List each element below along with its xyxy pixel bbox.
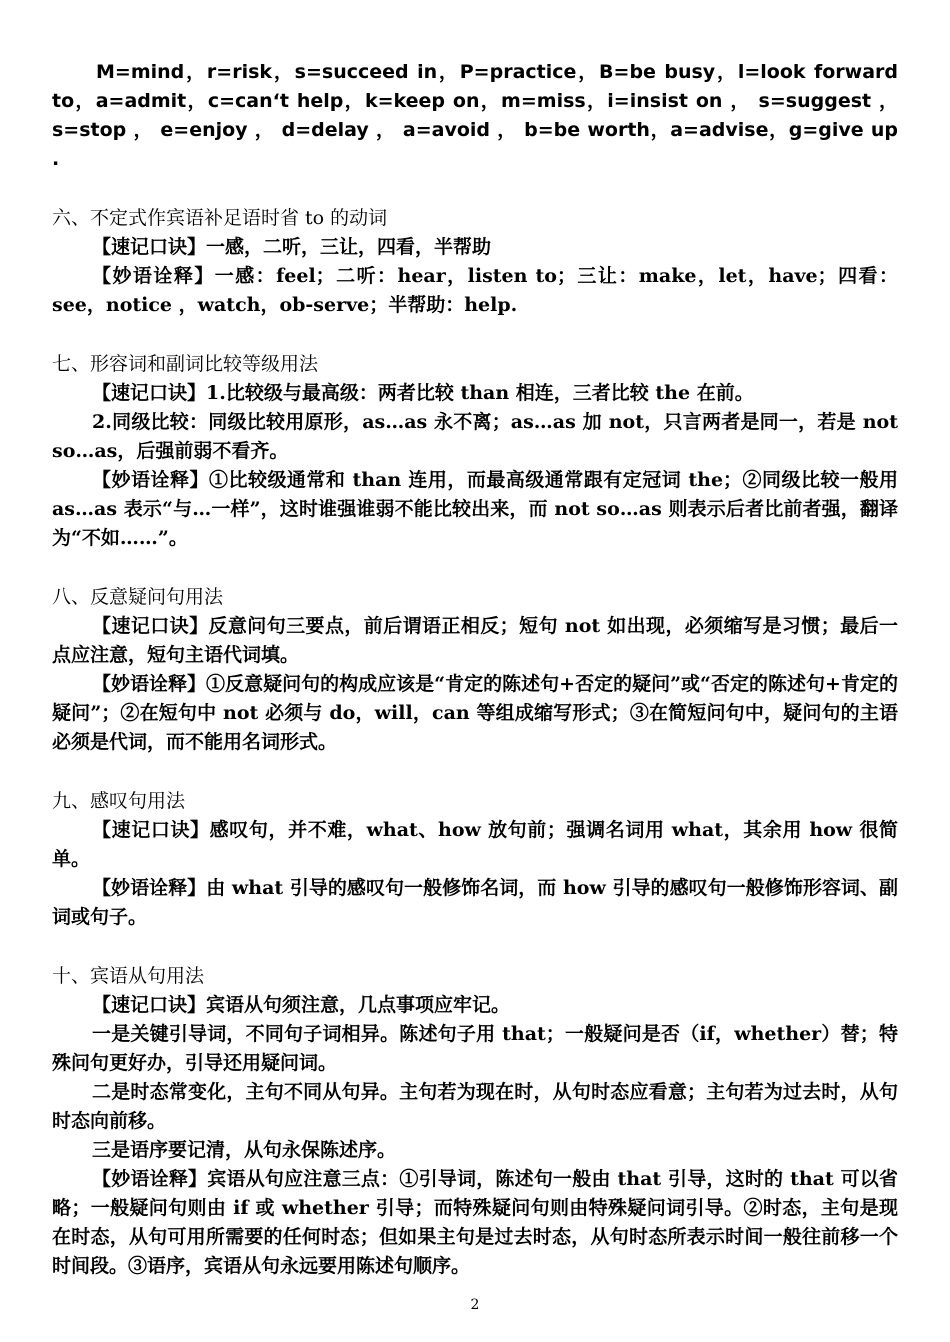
mnemonic-rhyme: 【速记口诀】感叹句，并不难，what、how 放句前；强调名词用 what，其余用 how 很简单。	[52, 819, 898, 870]
section-tag-question	[52, 583, 898, 757]
page-number: 2	[470, 1297, 480, 1313]
rule-paragraph: 二是时态常变化，主句不同从句异。主句若为现在时，从句时态应看意；主句若为过去时，从句时态向前移。	[52, 1081, 898, 1132]
rule-paragraph: 一是关键引导词，不同句子词相异。陈述句子用 that；一般疑问是否（if，whether）替；特殊问句更好办，引导还用疑问词。	[52, 1023, 898, 1074]
mnemonic-paragraph: M=mind，r=risk，s=succeed in，P=practice，B=be busy，l=look forward to，a=admit，c=can‘t help，k=keep on，m=miss，i=insist on ， s=suggest ， s=stop ， e=enjoy ， d=delay ， a=avoid ， b=be worth，a=advise，g=give up .	[52, 61, 898, 170]
section-exclamation	[52, 787, 898, 932]
section-title: 八、反意疑问句用法	[52, 586, 224, 608]
mnemonic-rhyme: 【速记口诀】1.比较级与最高级：两者比较 than 相连，三者比较 the 在前。	[92, 382, 754, 404]
explanation: 【妙语诠释】①比较级通常和 than 连用，而最高级通常跟有定冠词 the；②同级比较一般用 as…as 表示“与…一样”，这时谁强谁弱不能比较出来，而 not so…as 则表示后者比前者强，翻译为“不如……”。	[52, 469, 898, 549]
section-title: 十、宾语从句用法	[52, 965, 205, 987]
section-object-clause	[52, 962, 898, 1281]
section-infinitive	[52, 204, 898, 320]
rule-paragraph: 三是语序要记清，从句永保陈述序。	[92, 1139, 397, 1161]
mnemonic-rhyme: 2.同级比较：同级比较用原形，as…as 永不离；as…as 加 not，只言两者是同一，若是 not so…as，后强前弱不看齐。	[52, 411, 898, 462]
section-title: 七、形容词和副词比较等级用法	[52, 353, 319, 375]
explanation: 【妙语诠释】宾语从句应注意三点：①引导词，陈述句一般由 that 引导，这时的 that 可以省略；一般疑问句则由 if 或 whether 引导；而特殊疑问句则由特殊疑问词引导。②时态，主句是现在时态，从句可用所需要的任何时态；但如果主句是过去时态，从句时态所表示时间一般往前移一个时间段。③语序，宾语从句永远要用陈述句顺序。	[52, 1168, 898, 1277]
mnemonic-rhyme: 【速记口诀】反意问句三要点，前后谓语正相反；短句 not 如出现，必须缩写是习惯；最后一点应注意，短句主语代词填。	[52, 615, 898, 666]
section-title: 九、感叹句用法	[52, 790, 186, 812]
explanation: 【妙语诠释】由 what 引导的感叹句一般修饰名词，而 how 引导的感叹句一般修饰形容词、副词或句子。	[52, 877, 898, 928]
explanation: 【妙语诠释】一感：feel；二听：hear，listen to；三让：make，let，have；四看：see，notice ，watch，ob-serve；半帮助：help.	[52, 265, 898, 316]
explanation: 【妙语诠释】①反意疑问句的构成应该是“肯定的陈述句+否定的疑问”或“否定的陈述句+肯定的疑问”；②在短句中 not 必须与 do，will，can 等组成缩写形式；③在简短问句中，疑问句的主语必须是代词，而不能用名词形式。	[52, 673, 898, 753]
section-title: 六、不定式作宾语补足语时省 to 的动词	[52, 207, 388, 229]
mnemonic-rhyme: 【速记口诀】一感，二听，三让，四看，半帮助	[92, 236, 492, 258]
section-comparison	[52, 350, 898, 553]
mnemonic-rhyme: 【速记口诀】宾语从句须注意，几点事项应牢记。	[92, 994, 511, 1016]
